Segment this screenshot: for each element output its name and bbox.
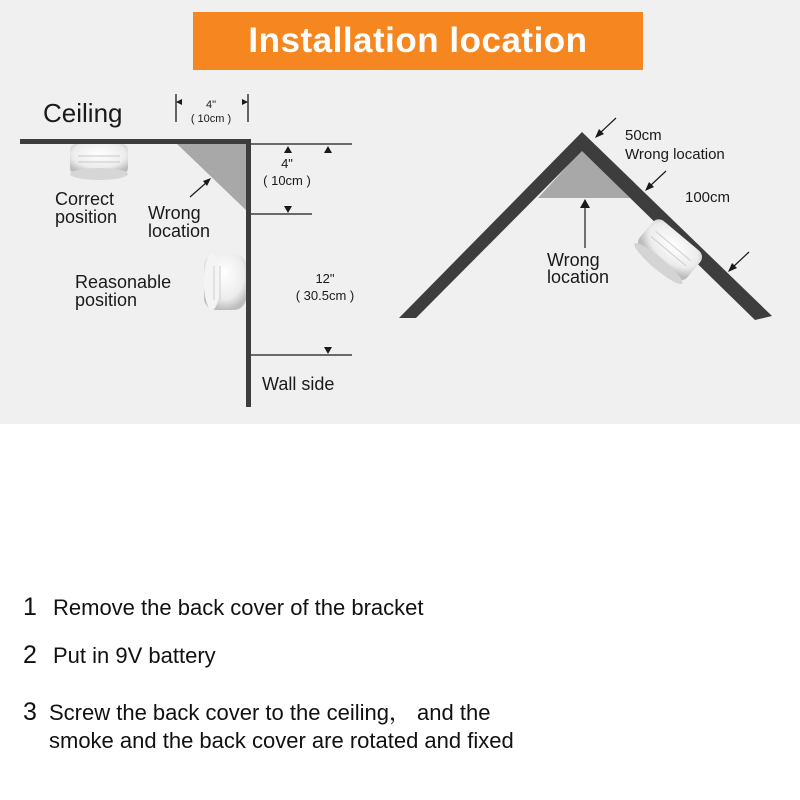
side-dim-cm: ( 10cm )	[263, 173, 311, 188]
reasonable-label-2: position	[75, 290, 138, 310]
top-dim-inch: 4"	[205, 99, 217, 111]
wrong-label-right-2: location	[547, 267, 610, 287]
correct-label-1: Correct	[55, 189, 115, 209]
ceiling-detector-icon	[70, 144, 128, 180]
peak-pointer-line	[600, 118, 616, 133]
wrong-label-right-1: Wrong	[547, 250, 600, 270]
roof-detector-icon	[631, 216, 705, 288]
step-1-number: 1	[23, 593, 37, 621]
bottom-pointer-line	[733, 252, 749, 267]
ceiling-line	[20, 139, 251, 144]
step-2-number: 2	[23, 641, 37, 669]
step-3-text: Screw the back cover to the ceiling， and the	[49, 700, 491, 725]
side-dim-inch: 4"	[281, 156, 293, 171]
corner-pointer-line	[190, 182, 207, 197]
page-title: Installation location	[248, 21, 588, 60]
peak-dim-label: 50cm	[625, 127, 662, 144]
wrong-label-left-2: location	[148, 221, 211, 241]
slope-dim-label: 100cm	[685, 189, 731, 206]
wall-detector-icon	[204, 254, 246, 310]
slope-pointer-line	[650, 171, 666, 186]
wrong-label-left-1: Wrong	[148, 203, 201, 223]
peak-wrong-label: Wrong location	[625, 146, 725, 163]
sloped-roof-figure	[399, 118, 772, 320]
step-3-number: 3	[23, 698, 37, 726]
ceiling-label: Ceiling	[43, 98, 123, 128]
corner-wrong-zone	[176, 143, 248, 212]
ceiling-wall-figure	[20, 94, 354, 407]
step-3-text-line2: smoke and the back cover are rotated and fixed	[49, 728, 514, 753]
wall-line	[246, 139, 251, 407]
step-1-text: Remove the back cover of the bracket	[53, 595, 424, 620]
reasonable-label-1: Reasonable	[75, 272, 172, 292]
top-dim-cm: ( 10cm )	[190, 113, 232, 125]
wall-dim-inch: 12"	[315, 271, 335, 286]
correct-label-2: position	[55, 207, 118, 227]
wall-side-label: Wall side	[262, 374, 335, 394]
wall-dim-cm: ( 30.5cm )	[295, 288, 355, 303]
step-2-text: Put in 9V battery	[53, 643, 216, 668]
zone-pointer-head	[580, 199, 590, 208]
